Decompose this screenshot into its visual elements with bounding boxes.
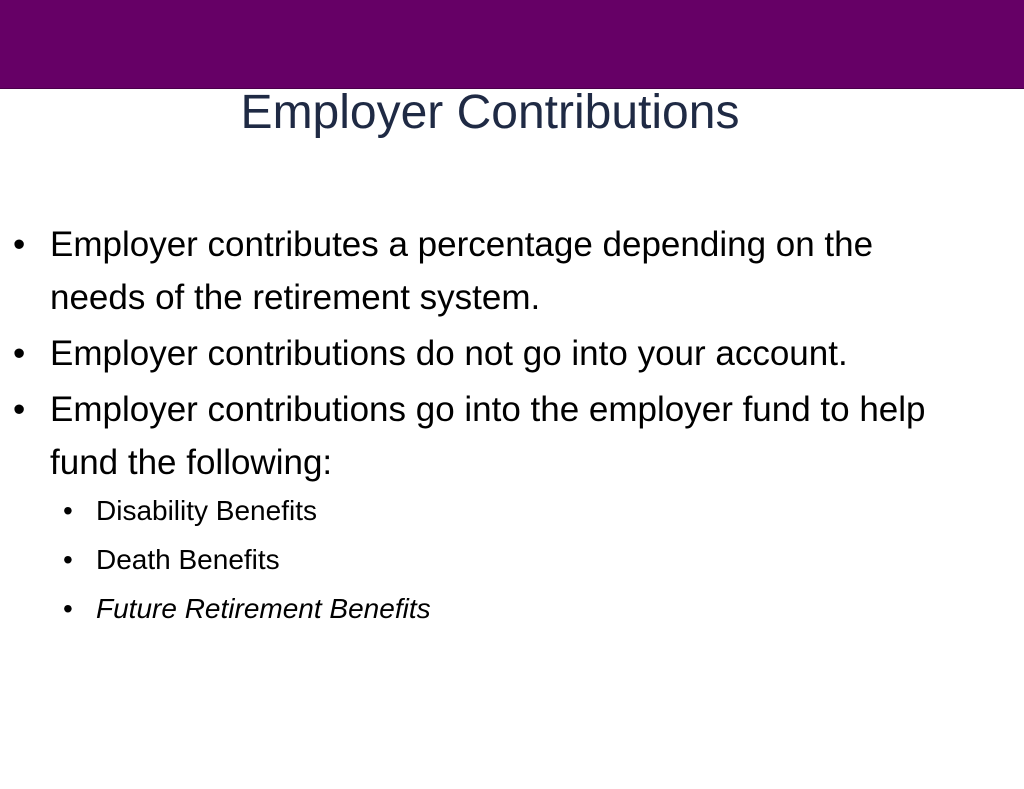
bullet-icon: •	[13, 225, 26, 264]
sub-list-item	[50, 491, 950, 531]
list-item	[0, 327, 950, 380]
bullet-icon: •	[13, 334, 26, 373]
list-item	[0, 383, 950, 629]
bullet-text: Employer contributes a percentage depending on the needs of the retirement system.	[50, 225, 874, 317]
sub-bullet-text: Future Retirement Benefits	[96, 593, 431, 624]
sub-bullet-text: Death Benefits	[96, 544, 280, 575]
slide-title: Employer Contributions	[240, 86, 740, 139]
sub-bullet-list	[50, 491, 950, 629]
header-band	[0, 0, 1024, 89]
sub-list-item	[50, 540, 950, 580]
sub-bullet-icon: •	[63, 544, 73, 575]
bullet-list	[0, 218, 1000, 638]
list-item	[0, 218, 950, 324]
bullet-text: Employer contributions do not go into your account.	[50, 334, 848, 373]
bullet-text: Employer contributions go into the employer fund to help fund the following:	[50, 390, 926, 482]
bullet-icon: •	[13, 390, 26, 429]
sub-bullet-icon: •	[63, 495, 73, 526]
sub-bullet-icon: •	[63, 593, 73, 624]
sub-list-item	[50, 589, 950, 629]
sub-bullet-text: Disability Benefits	[96, 495, 317, 526]
